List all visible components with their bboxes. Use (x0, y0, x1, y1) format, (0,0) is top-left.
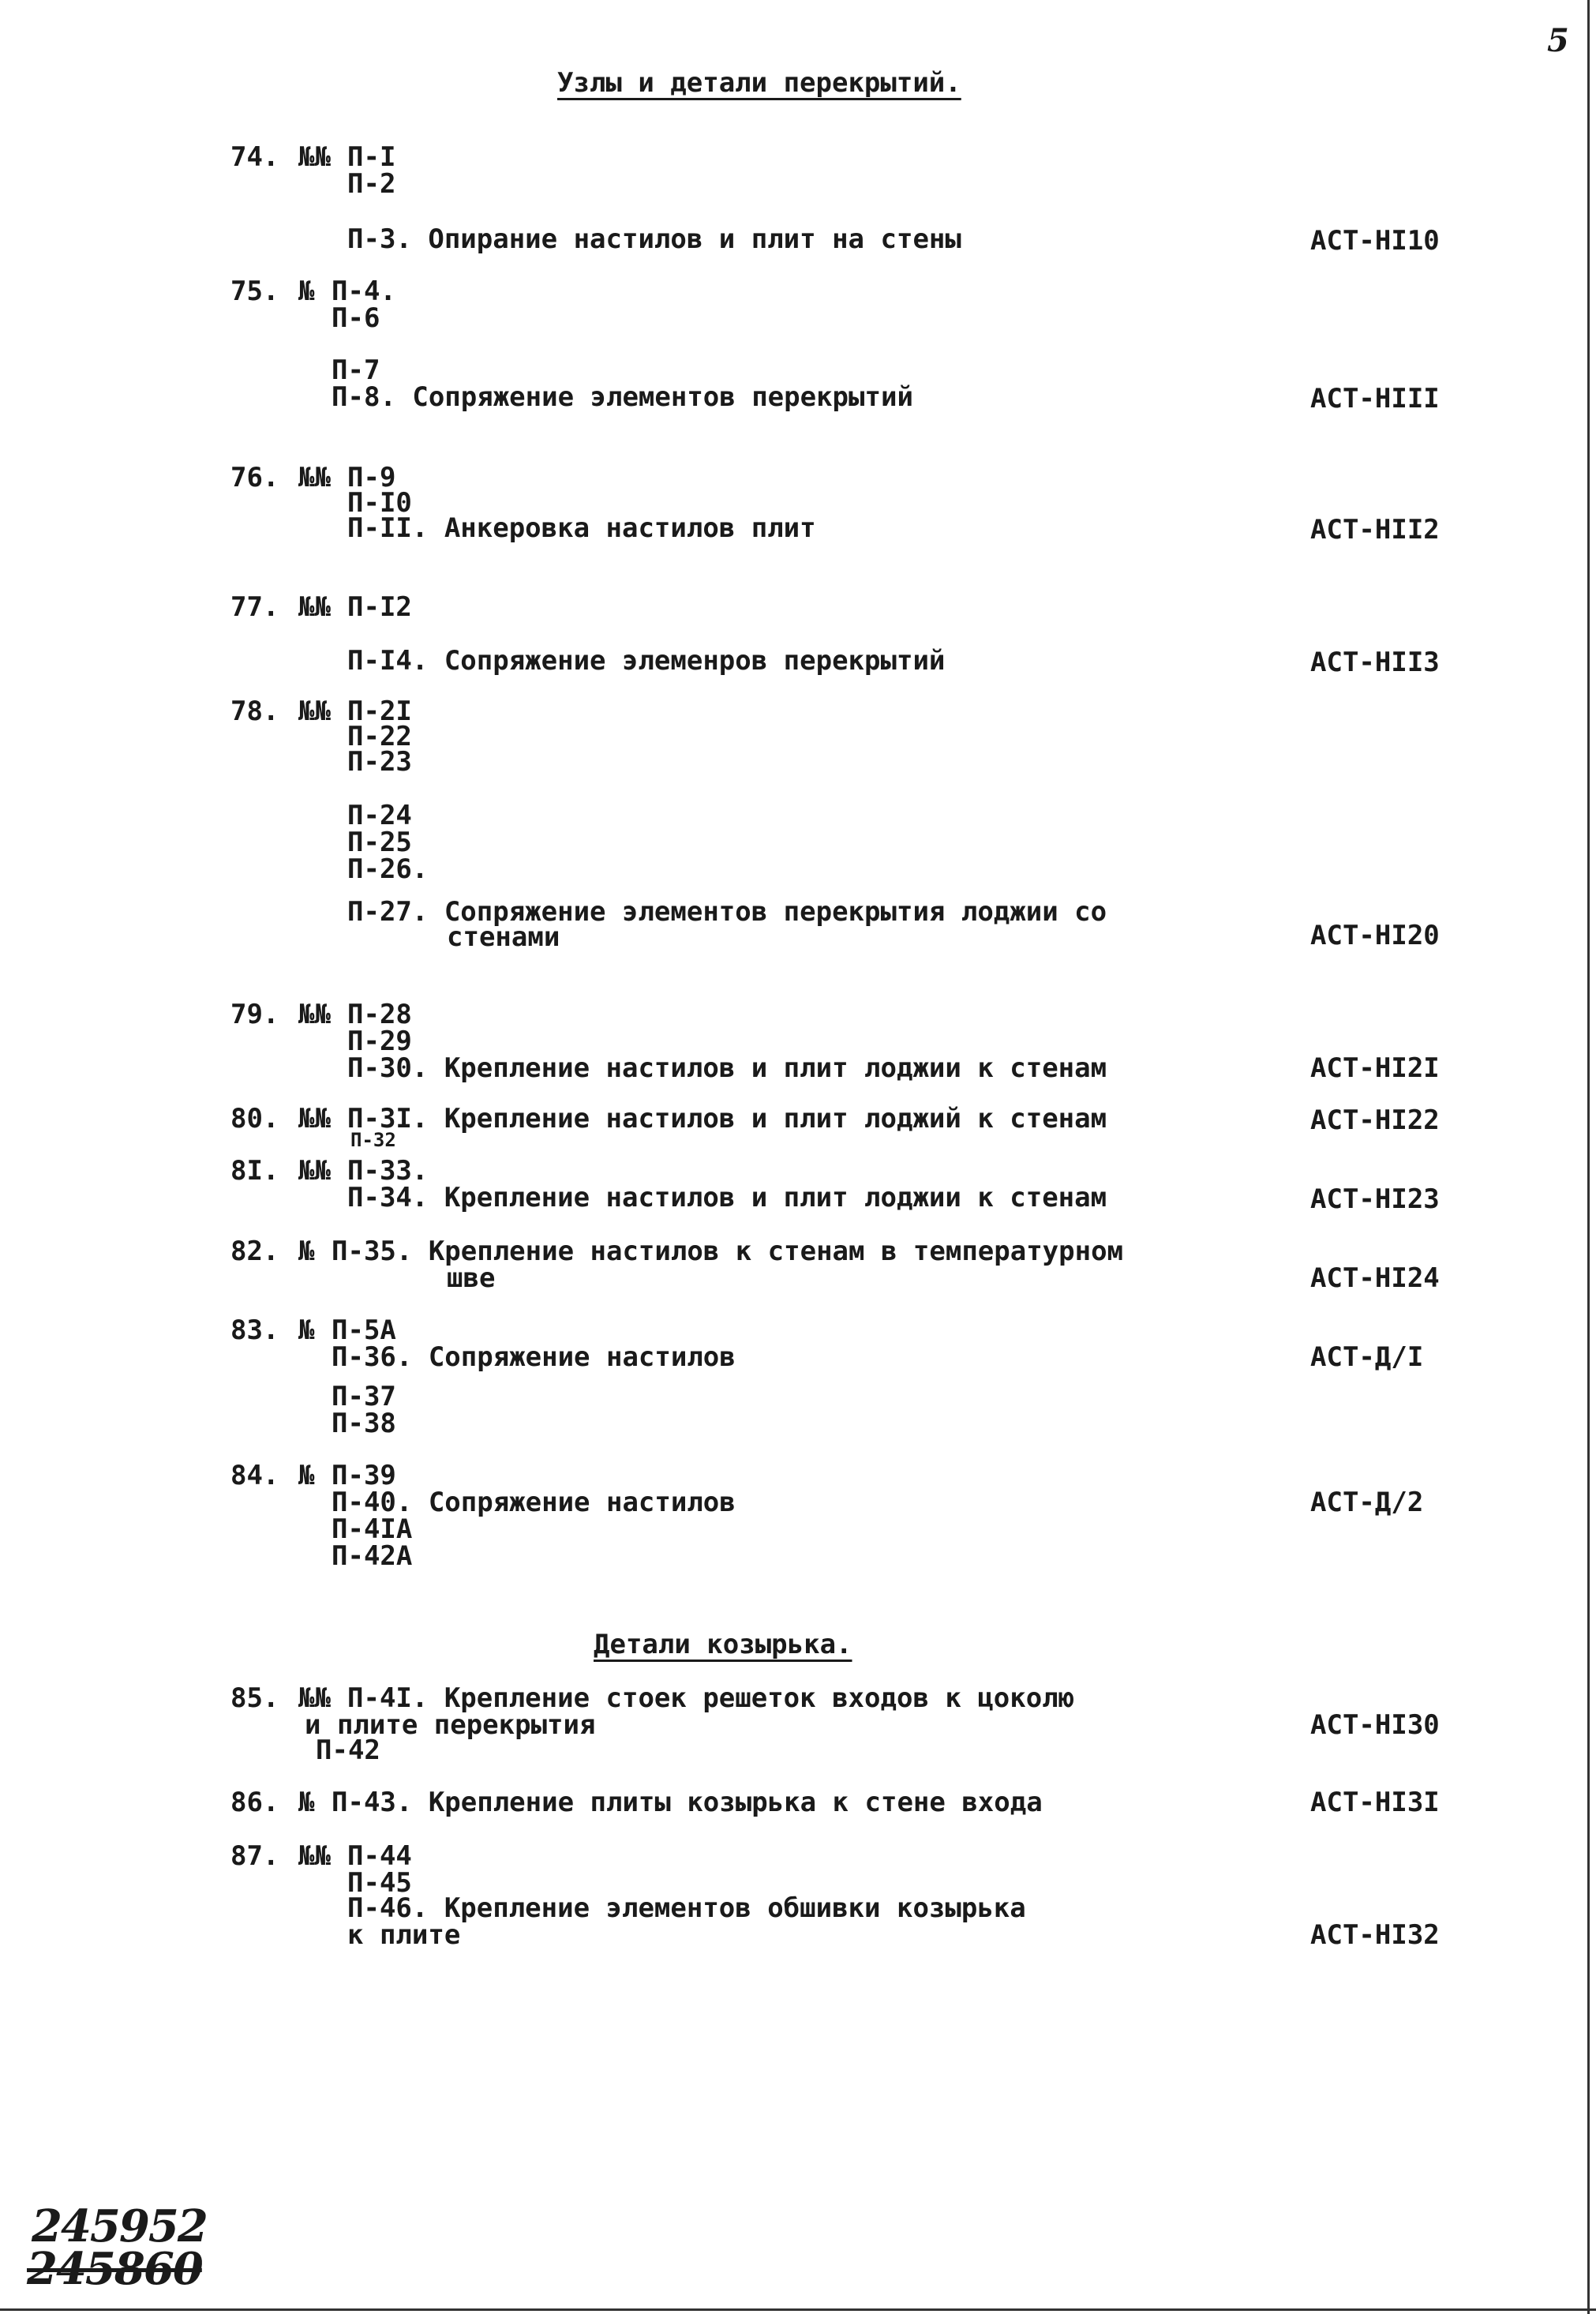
number-sign: №№ (298, 1155, 331, 1187)
number-sign: № (298, 276, 315, 307)
drawing-code: АСТ-Д/I (1310, 1341, 1424, 1373)
drawing-code: АСТ-НI32 (1310, 1919, 1440, 1951)
page-border-bottom (0, 2308, 1596, 2311)
detail-line: П-2 (347, 168, 396, 200)
detail-description: П-46. Крепление элементов обшивки козырька (347, 1892, 1026, 1924)
number-sign: №№ (298, 696, 331, 727)
item-number: 74. (230, 141, 279, 173)
page-number: 5 (1547, 22, 1569, 59)
item-number: 8I. (230, 1155, 279, 1187)
detail-description: П-4I. Крепление стоек решеток входов к цоколю (347, 1682, 1075, 1714)
number-sign: № (298, 1787, 315, 1818)
section-title-floors: Узлы и детали перекрытий. (557, 67, 961, 99)
drawing-code: АСТ-НIII (1310, 383, 1440, 414)
item-number: 78. (230, 696, 279, 727)
detail-description-cont: и плите перекрытия (305, 1709, 596, 1741)
detail-description: П-27. Сопряжение элементов перекрытия лоджии со (347, 896, 1107, 928)
number-sign: №№ (298, 591, 331, 623)
number-sign: №№ (298, 1682, 331, 1714)
drawing-code: АСТ-НI24 (1310, 1262, 1440, 1294)
number-sign: №№ (298, 999, 331, 1030)
drawing-code: АСТ-Д/2 (1310, 1487, 1424, 1518)
detail-line: П-I0 (347, 487, 412, 519)
detail-line: П-2I (347, 696, 412, 727)
number-sign: №№ (298, 141, 331, 173)
detail-line: П-25 (347, 827, 412, 858)
detail-description: П-3. Опирание настилов и плит на стены (347, 223, 961, 255)
detail-line: П-23 (347, 746, 412, 778)
detail-line: П-28 (347, 999, 412, 1030)
detail-line: П-4. (332, 276, 396, 307)
item-number: 79. (230, 999, 279, 1030)
detail-description: П-36. Сопряжение настилов (332, 1341, 736, 1373)
number-sign: № (298, 1236, 315, 1267)
drawing-code: АСТ-НI2I (1310, 1052, 1440, 1084)
item-number: 84. (230, 1460, 279, 1491)
number-sign: № (298, 1315, 315, 1346)
detail-line: П-I (347, 141, 396, 173)
detail-description-cont: к плите (347, 1919, 461, 1951)
detail-description: П-8. Сопряжение элементов перекрытий (332, 381, 913, 413)
detail-description-cont: стенами (447, 921, 560, 953)
item-number: 85. (230, 1682, 279, 1714)
item-number: 77. (230, 591, 279, 623)
detail-line: П-42А (332, 1540, 413, 1572)
detail-description: П-35. Крепление настилов к стенам в температурном (332, 1236, 1124, 1267)
detail-line: П-4IА (332, 1513, 413, 1545)
drawing-code: АСТ-НI10 (1310, 225, 1440, 257)
item-number: 87. (230, 1840, 279, 1872)
detail-subline: П-32 (350, 1129, 396, 1151)
number-sign: № (298, 1460, 315, 1491)
section-title-canopy: Детали козырька. (594, 1629, 852, 1660)
number-sign: №№ (298, 462, 331, 493)
detail-description: П-34. Крепление настилов и плит лоджии к стенам (347, 1182, 1107, 1213)
detail-line: П-I2 (347, 591, 412, 623)
item-number: 75. (230, 276, 279, 307)
drawing-code: АСТ-НII2 (1310, 514, 1440, 546)
detail-line: П-9 (347, 462, 396, 493)
detail-line: П-45 (347, 1867, 412, 1899)
detail-description: П-30. Крепление настилов и плит лоджии к стенам (347, 1052, 1107, 1084)
detail-line: П-24 (347, 800, 412, 831)
detail-description: П-I4. Сопряжение элеменров перекрытий (347, 645, 946, 677)
detail-line: П-33. (347, 1155, 429, 1187)
detail-line: П-38 (332, 1408, 396, 1439)
detail-line: П-37 (332, 1381, 396, 1412)
item-number: 80. (230, 1103, 279, 1134)
item-number: 76. (230, 462, 279, 493)
page-border-right (1587, 0, 1590, 2314)
drawing-code: АСТ-НI3I (1310, 1787, 1440, 1818)
item-number: 83. (230, 1315, 279, 1346)
drawing-code: АСТ-НII3 (1310, 647, 1440, 678)
detail-line: П-22 (347, 721, 412, 752)
drawing-code: АСТ-НI20 (1310, 920, 1440, 951)
detail-description: П-3I. Крепление настилов и плит лоджий к стенам (347, 1103, 1107, 1134)
drawing-code: АСТ-НI30 (1310, 1709, 1440, 1741)
detail-line: П-29 (347, 1026, 412, 1057)
detail-description: П-40. Сопряжение настилов (332, 1487, 736, 1518)
item-number: 86. (230, 1787, 279, 1818)
detail-description: П-43. Крепление плиты козырька к стене входа (332, 1787, 1043, 1818)
drawing-code: АСТ-НI23 (1310, 1183, 1440, 1215)
handwritten-number-struck: 245860 (27, 2243, 202, 2295)
detail-line: П-44 (347, 1840, 412, 1872)
number-sign: №№ (298, 1103, 331, 1134)
detail-line: П-6 (332, 302, 380, 334)
detail-line: П-7 (332, 354, 380, 386)
detail-line: П-39 (332, 1460, 396, 1491)
handwritten-number: 245952 (32, 2200, 207, 2252)
detail-description: П-II. Анкеровка настилов плит (347, 512, 816, 544)
detail-line: П-26. (347, 853, 429, 885)
detail-line: П-5А (332, 1315, 396, 1346)
drawing-code: АСТ-НI22 (1310, 1104, 1440, 1136)
item-number: 82. (230, 1236, 279, 1267)
number-sign: №№ (298, 1840, 331, 1872)
detail-description-cont: шве (447, 1262, 496, 1294)
detail-subline: П-42 (316, 1735, 380, 1766)
